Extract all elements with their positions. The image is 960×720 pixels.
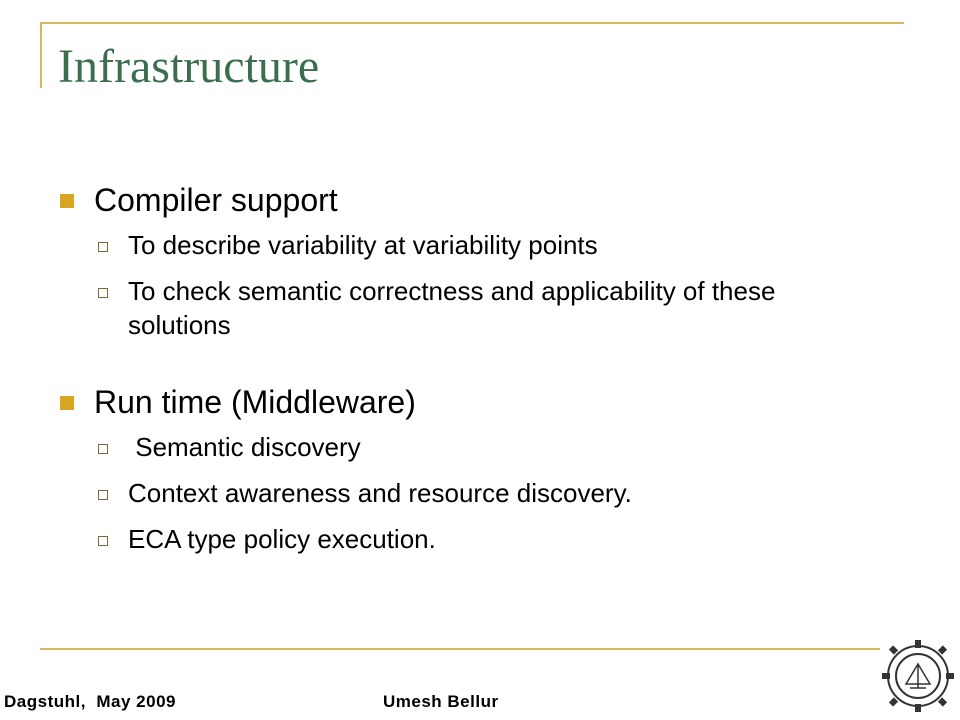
section-heading-text: Compiler support: [94, 182, 338, 218]
list-item-text: Semantic discovery: [128, 432, 361, 462]
hollow-square-bullet-icon: [98, 242, 108, 252]
list-item-text: Context awareness and resource discovery.: [128, 478, 632, 508]
footer-rule: [40, 648, 880, 650]
sub-list-runtime: [58, 430, 878, 556]
hollow-square-bullet-icon: [98, 288, 108, 298]
slide-title: Infrastructure: [58, 40, 320, 93]
section-heading-runtime: [58, 380, 878, 424]
list-item-text: To describe variability at variability points: [128, 230, 598, 260]
list-item: [58, 522, 878, 556]
title-frame-left-rule: [40, 22, 42, 88]
institute-emblem-icon: [880, 636, 956, 716]
bullet-square-icon: [60, 396, 74, 410]
list-item: [58, 274, 878, 342]
footer-author: Umesh Bellur: [383, 692, 499, 711]
hollow-square-bullet-icon: [98, 536, 108, 546]
section-heading-text: Run time (Middleware): [94, 384, 416, 420]
sub-list-compiler: [58, 228, 878, 342]
list-item: [58, 430, 878, 464]
bullet-square-icon: [60, 194, 74, 208]
list-item: [58, 476, 878, 510]
footer-event: Dagstuhl, May 2009: [4, 692, 177, 711]
list-item: [58, 228, 878, 262]
title-frame-top-rule: [40, 22, 904, 24]
hollow-square-bullet-icon: [98, 490, 108, 500]
list-item-text: To check semantic correctness and applicability of these solutions: [128, 276, 776, 340]
bullet-list: [58, 178, 878, 568]
list-item-text: ECA type policy execution.: [128, 524, 436, 554]
hollow-square-bullet-icon: [98, 444, 108, 454]
section-heading-compiler: [58, 178, 878, 222]
